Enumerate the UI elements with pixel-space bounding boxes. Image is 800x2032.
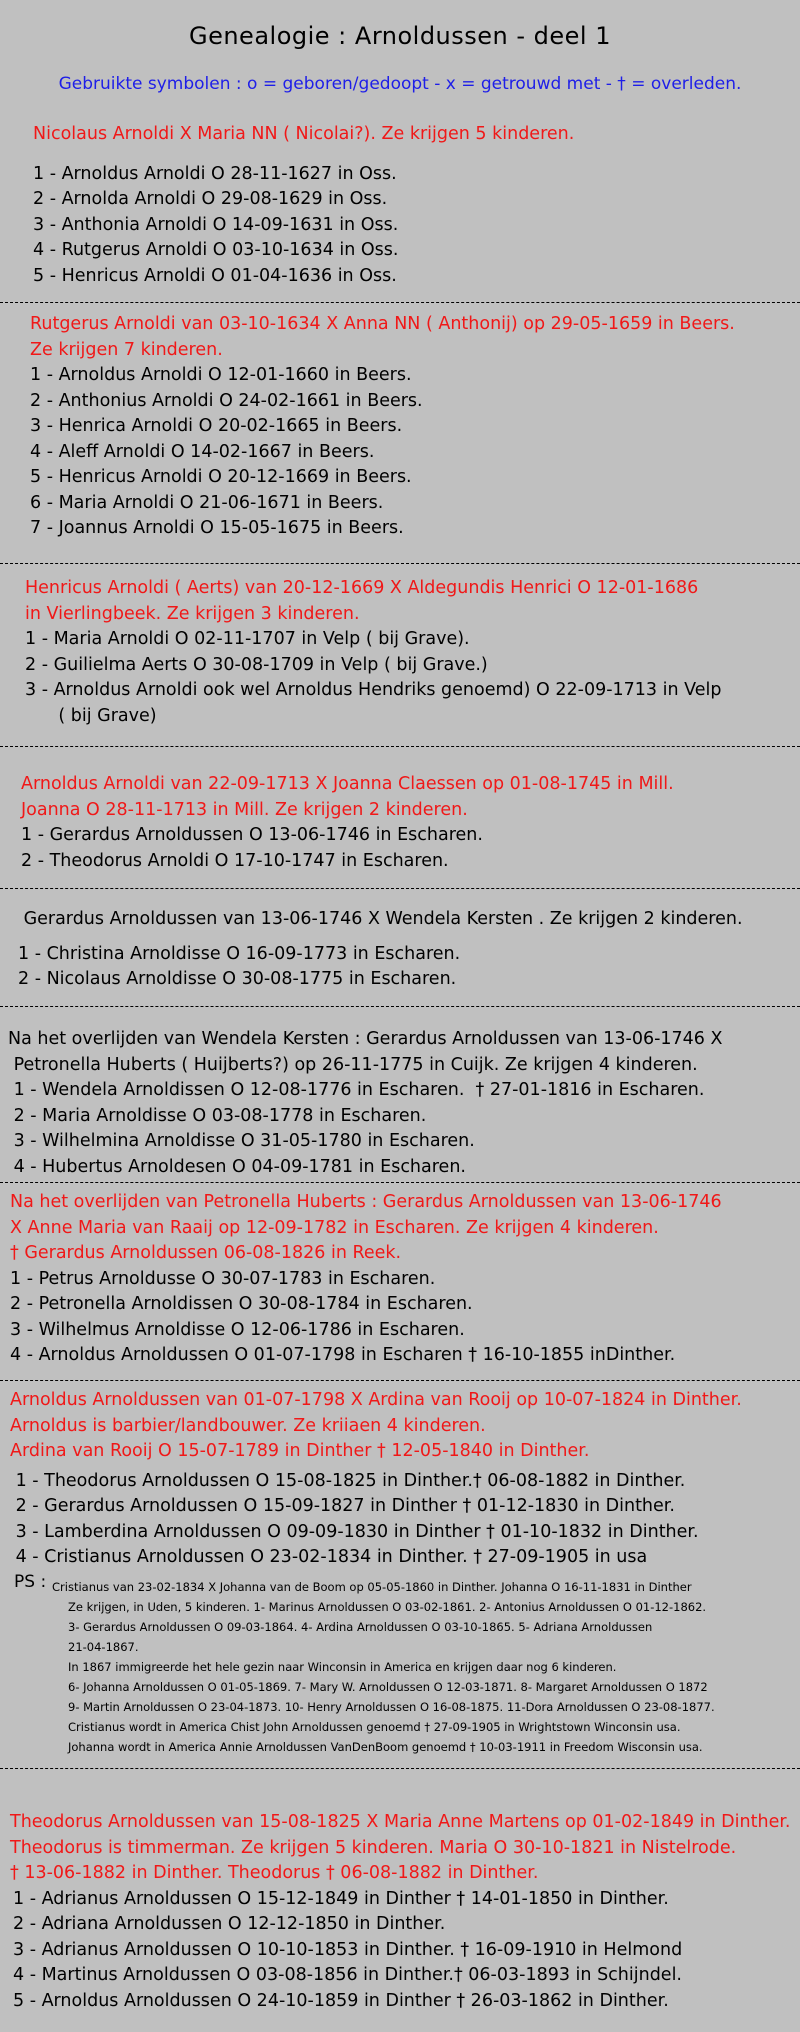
child-entry: 1 - Christina Arnoldisse O 16-09-1773 in Escharen.	[18, 943, 461, 964]
section-divider	[0, 563, 800, 564]
child-entry: 4 - Cristianus Arnoldussen O 23-02-1834 in Dinther. † 27-09-1905 in usa	[10, 1547, 648, 1567]
child-entry: 2 - Anthonius Arnoldi O 24-02-1661 in Beers.	[30, 390, 423, 411]
child-entry: 1 - Gerardus Arnoldussen O 13-06-1746 in Escharen.	[21, 825, 483, 845]
section-heading: in Vierlingbeek. Ze krijgen 3 kinderen.	[25, 603, 360, 624]
section-heading: Ze krijgen 7 kinderen.	[30, 339, 223, 360]
child-entry: 1 - Petrus Arnoldusse O 30-07-1783 in Escharen.	[10, 1268, 436, 1289]
child-entry: 3 - Lamberdina Arnoldussen O 09-09-1830 in Dinther † 01-10-1832 in Dinther.	[10, 1521, 699, 1542]
child-entry: 2 - Maria Arnoldisse O 03-08-1778 in Escharen.	[8, 1105, 427, 1126]
section-heading: † 13-06-1882 in Dinther. Theodorus † 06-08-1882 in Dinther.	[10, 1863, 539, 1883]
family-section-1	[0, 122, 800, 289]
child-entry: 4 - Arnoldus Arnoldussen O 01-07-1798 in Escharen † 16-10-1855 inDinther.	[10, 1345, 676, 1365]
child-entry: 7 - Joannus Arnoldi O 15-05-1675 in Beers.	[30, 518, 404, 538]
ps-line: Cristianus van 23-02-1834 X Johanna van de Boom op 05-05-1860 in Dinther. Johanna O 16-11-1831 in Dinther	[52, 1580, 692, 1594]
child-entry: 1 - Theodorus Arnoldussen O 15-08-1825 in Dinther.† 06-08-1882 in Dinther.	[10, 1470, 686, 1491]
child-entry: 3 - Henrica Arnoldi O 20-02-1665 in Beers.	[30, 416, 403, 436]
ps-line: Ze krijgen, in Uden, 5 kinderen. 1- Marinus Arnoldussen O 03-02-1861. 2- Antonius Arnoldussen O 01-12-1862.	[68, 1600, 707, 1614]
family-section-5	[0, 907, 800, 993]
family-section-6	[0, 1027, 800, 1180]
child-entry: 2 - Nicolaus Arnoldisse O 30-08-1775 in Escharen.	[18, 969, 457, 989]
section-heading: Henricus Arnoldi ( Aerts) van 20-12-1669 X Aldegundis Henrici O 12-01-1686	[25, 578, 699, 598]
ps-lines	[52, 1577, 715, 1757]
section-heading: Na het overlijden van Petronella Huberts : Gerardus Arnoldussen van 13-06-1746	[10, 1192, 722, 1212]
child-entry: 3 - Adrianus Arnoldussen O 10-10-1853 in Dinther. † 16-09-1910 in Helmond	[13, 1939, 683, 1960]
child-entry: 5 - Henricus Arnoldi O 20-12-1669 in Beers.	[30, 467, 412, 487]
child-entry: 1 - Adrianus Arnoldussen O 15-12-1849 in Dinther † 14-01-1850 in Dinther.	[13, 1888, 669, 1909]
family-section-9	[0, 1810, 800, 2014]
family-section-3	[0, 576, 800, 729]
child-entry: 2 - Adriana Arnoldussen O 12-12-1850 in Dinther.	[13, 1914, 446, 1934]
page-title: Genealogie : Arnoldussen - deel 1	[188, 22, 611, 50]
child-entry: 3 - Arnoldus Arnoldi ook wel Arnoldus Hendriks genoemd) O 22-09-1713 in Velp	[25, 680, 722, 700]
child-entry: 2 - Arnolda Arnoldi O 29-08-1629 in Oss.	[33, 189, 388, 209]
section-heading: Petronella Huberts ( Huijberts?) op 26-11-1775 in Cuijk. Ze krijgen 4 kinderen.	[8, 1054, 698, 1075]
section-heading: Theodorus Arnoldussen van 15-08-1825 X Maria Anne Martens op 01-02-1849 in Dinther.	[10, 1812, 791, 1832]
child-entry: 3 - Anthonia Arnoldi O 14-09-1631 in Oss.	[33, 214, 399, 235]
section-divider	[0, 302, 800, 303]
symbols-legend: Gebruikte symbolen : o = geboren/gedoopt - x = getrouwd met - † = overleden.	[58, 74, 742, 94]
section-heading: X Anne Maria van Raaij op 12-09-1782 in Escharen. Ze krijgen 4 kinderen.	[10, 1217, 659, 1238]
child-entry: 4 - Hubertus Arnoldesen O 04-09-1781 in Escharen.	[8, 1156, 466, 1177]
section-heading: Arnoldus Arnoldussen van 01-07-1798 X Ardina van Rooij op 10-07-1824 in Dinther.	[10, 1390, 742, 1410]
ps-line: 21-04-1867.	[68, 1640, 139, 1654]
child-entry: 4 - Martinus Arnoldussen O 03-08-1856 in Dinther.† 06-03-1893 in Schijndel.	[13, 1965, 682, 1985]
section-heading: Theodorus is timmerman. Ze krijgen 5 kinderen. Maria O 30-10-1821 in Nistelrode.	[10, 1837, 737, 1858]
section-heading: † Gerardus Arnoldussen 06-08-1826 in Reek.	[10, 1243, 402, 1263]
ps-line: Cristianus wordt in America Chist John Arnoldussen genoemd † 27-09-1905 in Wrightstown Winconsin usa.	[68, 1720, 681, 1734]
section-heading: Rutgerus Arnoldi van 03-10-1634 X Anna NN ( Anthonij) op 29-05-1659 in Beers.	[30, 314, 735, 334]
ps-line: Johanna wordt in America Annie Arnoldussen VanDenBoom genoemd † 10-03-1911 in Freedom Wisconsin usa.	[68, 1740, 703, 1754]
section-heading: Gerardus Arnoldussen van 13-06-1746 X Wendela Kersten . Ze krijgen 2 kinderen.	[18, 909, 743, 929]
child-entry: 5 - Arnoldus Arnoldussen O 24-10-1859 in Dinther † 26-03-1862 in Dinther.	[13, 1990, 669, 2011]
section-heading: Arnoldus is barbier/landbouwer. Ze kriiaen 4 kinderen.	[10, 1415, 486, 1436]
child-entry: 2 - Guilielma Aerts O 30-08-1709 in Velp ( bij Grave.)	[25, 654, 488, 675]
section-heading: Joanna O 28-11-1713 in Mill. Ze krijgen 2 kinderen.	[21, 799, 468, 820]
ps-line: 6- Johanna Arnoldussen O 01-05-1869. 7- Mary W. Arnoldussen O 12-03-1871. 8- Margaret Arnoldussen O 1872	[68, 1680, 708, 1694]
ps-line: 9- Martin Arnoldussen O 23-04-1873. 10- Henry Arnoldussen O 16-08-1875. 11-Dora Arnoldussen O 23-08-1877.	[68, 1700, 715, 1714]
child-entry: 1 - Arnoldus Arnoldi O 28-11-1627 in Oss.	[33, 163, 397, 184]
family-section-7	[0, 1190, 800, 1369]
section-heading: Ardina van Rooij O 15-07-1789 in Dinther † 12-05-1840 in Dinther.	[10, 1441, 590, 1461]
child-entry: 3 - Wilhelmus Arnoldisse O 12-06-1786 in Escharen.	[10, 1319, 465, 1340]
child-entry: 4 - Aleff Arnoldi O 14-02-1667 in Beers.	[30, 441, 375, 462]
section-divider	[0, 1768, 800, 1769]
section-heading: Na het overlijden van Wendela Kersten : Gerardus Arnoldussen van 13-06-1746 X	[8, 1029, 723, 1049]
ps-label: PS :	[14, 1572, 47, 1592]
section-divider	[0, 888, 800, 889]
child-entry: 5 - Henricus Arnoldi O 01-04-1636 in Oss.	[33, 265, 397, 286]
section-heading: Nicolaus Arnoldi X Maria NN ( Nicolai?). Ze krijgen 5 kinderen.	[33, 124, 575, 144]
child-entry: 6 - Maria Arnoldi O 21-06-1671 in Beers.	[30, 492, 384, 513]
ps-line: In 1867 immigreerde het hele gezin naar Winconsin in America en krijgen daar nog 6 kinderen.	[68, 1660, 617, 1674]
section-divider	[0, 1182, 800, 1183]
child-entry: 1 - Wendela Arnoldissen O 12-08-1776 in Escharen. † 27-01-1816 in Escharen.	[8, 1080, 705, 1100]
child-entry: 2 - Petronella Arnoldissen O 30-08-1784 in Escharen.	[10, 1294, 473, 1314]
child-entry: 1 - Maria Arnoldi O 02-11-1707 in Velp ( bij Grave).	[25, 629, 470, 649]
ps-line: 3- Gerardus Arnoldussen O 09-03-1864. 4- Ardina Arnoldussen O 03-10-1865. 5- Adriana Arnoldussen	[68, 1620, 653, 1634]
section-divider	[0, 746, 800, 747]
section-heading: Arnoldus Arnoldi van 22-09-1713 X Joanna Claessen op 01-08-1745 in Mill.	[21, 774, 674, 794]
section-divider	[0, 1006, 800, 1007]
child-entry: 3 - Wilhelmina Arnoldisse O 31-05-1780 in Escharen.	[8, 1131, 475, 1151]
family-section-2	[0, 312, 800, 542]
child-entry: 2 - Theodorus Arnoldi O 17-10-1747 in Escharen.	[21, 850, 449, 871]
family-section-4	[0, 772, 800, 874]
child-entry: 2 - Gerardus Arnoldussen O 15-09-1827 in Dinther † 01-12-1830 in Dinther.	[10, 1496, 675, 1516]
child-entry: 4 - Rutgerus Arnoldi O 03-10-1634 in Oss.	[33, 240, 399, 260]
family-section-8	[0, 1388, 800, 1571]
child-entry: 1 - Arnoldus Arnoldi O 12-01-1660 in Beers.	[30, 365, 412, 385]
section-divider	[0, 1380, 800, 1381]
child-entry: ( bij Grave)	[25, 705, 157, 726]
